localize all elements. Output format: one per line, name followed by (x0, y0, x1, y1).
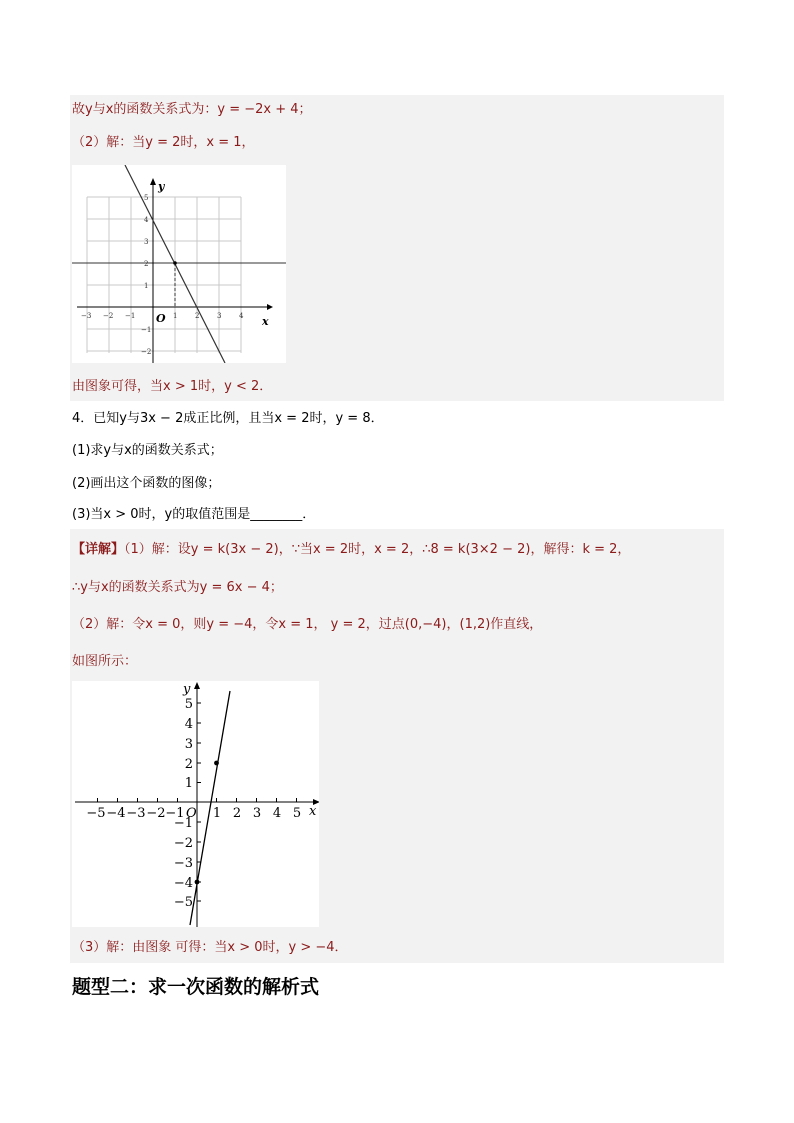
detail-line-2: ∴y与x的函数关系式为y = 6x − 4； (72, 580, 283, 595)
x-tick: −1 (165, 806, 185, 821)
y-tick: 2 (144, 260, 149, 268)
point-1-2 (173, 261, 177, 265)
x-tick: 2 (195, 312, 200, 320)
detail-tag: 【详解】 (72, 542, 125, 557)
x-tick: 2 (232, 806, 242, 821)
graph-line-y-6x-minus-4 (72, 681, 319, 927)
detail-text: （1）解：设y = k(3x − 2)，∵当x = 2时，x = 2，∴8 = k(3×2 − 2)，解得：k = 2， (124, 542, 631, 557)
x-tick: 3 (252, 806, 262, 821)
x-axis-label: x (262, 315, 269, 328)
y-axis-label: y (183, 682, 191, 697)
y-tick: −2 (141, 348, 152, 356)
y-tick: 4 (144, 216, 149, 224)
y-tick: 5 (184, 697, 193, 712)
x-tick: −4 (106, 806, 126, 821)
detail-line-3: （2）解：令x = 0，则y = −4，令x = 1， y = 2，过点(0,−4)，(1,2)作直线， (72, 617, 543, 632)
x-tick: −1 (125, 312, 136, 320)
answer-line-3: 由图象可得，当x > 1时，y < 2． (72, 379, 273, 394)
y-tick: 3 (184, 737, 193, 752)
y-tick: 4 (184, 717, 193, 732)
y-tick: −5 (173, 895, 193, 910)
y-tick: 5 (144, 194, 149, 202)
origin-label: O (186, 806, 197, 821)
question-4-part-2: (2)画出这个函数的图像； (72, 476, 221, 491)
answer-line-2: （2）解：当y = 2时，x = 1， (72, 135, 255, 150)
x-tick: −3 (126, 806, 146, 821)
y-tick: 3 (144, 238, 149, 246)
x-tick: 3 (217, 312, 222, 320)
x-axis-label: x (309, 804, 317, 819)
y-tick: −1 (173, 816, 193, 831)
answer-line-1: 故y与x的函数关系式为：y = −2x + 4； (72, 102, 312, 117)
graph-line-y-neg2x-plus-4 (72, 165, 286, 363)
x-tick: −2 (103, 312, 114, 320)
question-4-part-1: (1)求y与x的函数关系式； (72, 443, 223, 458)
y-axis-label: y (158, 180, 165, 193)
x-tick: 1 (173, 312, 178, 320)
x-tick: −5 (86, 806, 106, 821)
point-1-2 (214, 761, 219, 766)
question-4-part-3: (3)当x > 0时，y的取值范围是________． (72, 507, 316, 522)
x-tick: 1 (212, 806, 222, 821)
x-tick: −3 (81, 312, 92, 320)
y-tick: −4 (173, 876, 193, 891)
section-heading: 题型二：求一次函数的解析式 (72, 976, 320, 998)
y-tick: −1 (141, 326, 152, 334)
x-tick: −2 (146, 806, 166, 821)
x-tick: 5 (292, 806, 302, 821)
question-4-stem: 4．已知y与3x − 2成正比例，且当x = 2时，y = 8． (72, 411, 384, 426)
x-tick: 4 (272, 806, 282, 821)
y-tick: −3 (173, 856, 193, 871)
detail-line-1 (72, 541, 630, 559)
point-0-neg4 (195, 880, 200, 885)
y-tick: −2 (173, 836, 193, 851)
y-tick: 2 (184, 757, 193, 772)
detail-line-5: （3）解：由图象 可得：当x > 0时，y > −4． (72, 940, 348, 955)
origin-label: O (156, 312, 166, 325)
y-tick: 1 (144, 282, 149, 290)
detail-line-4: 如图所示： (72, 654, 138, 669)
y-tick: 1 (184, 776, 193, 791)
x-tick: 4 (239, 312, 244, 320)
